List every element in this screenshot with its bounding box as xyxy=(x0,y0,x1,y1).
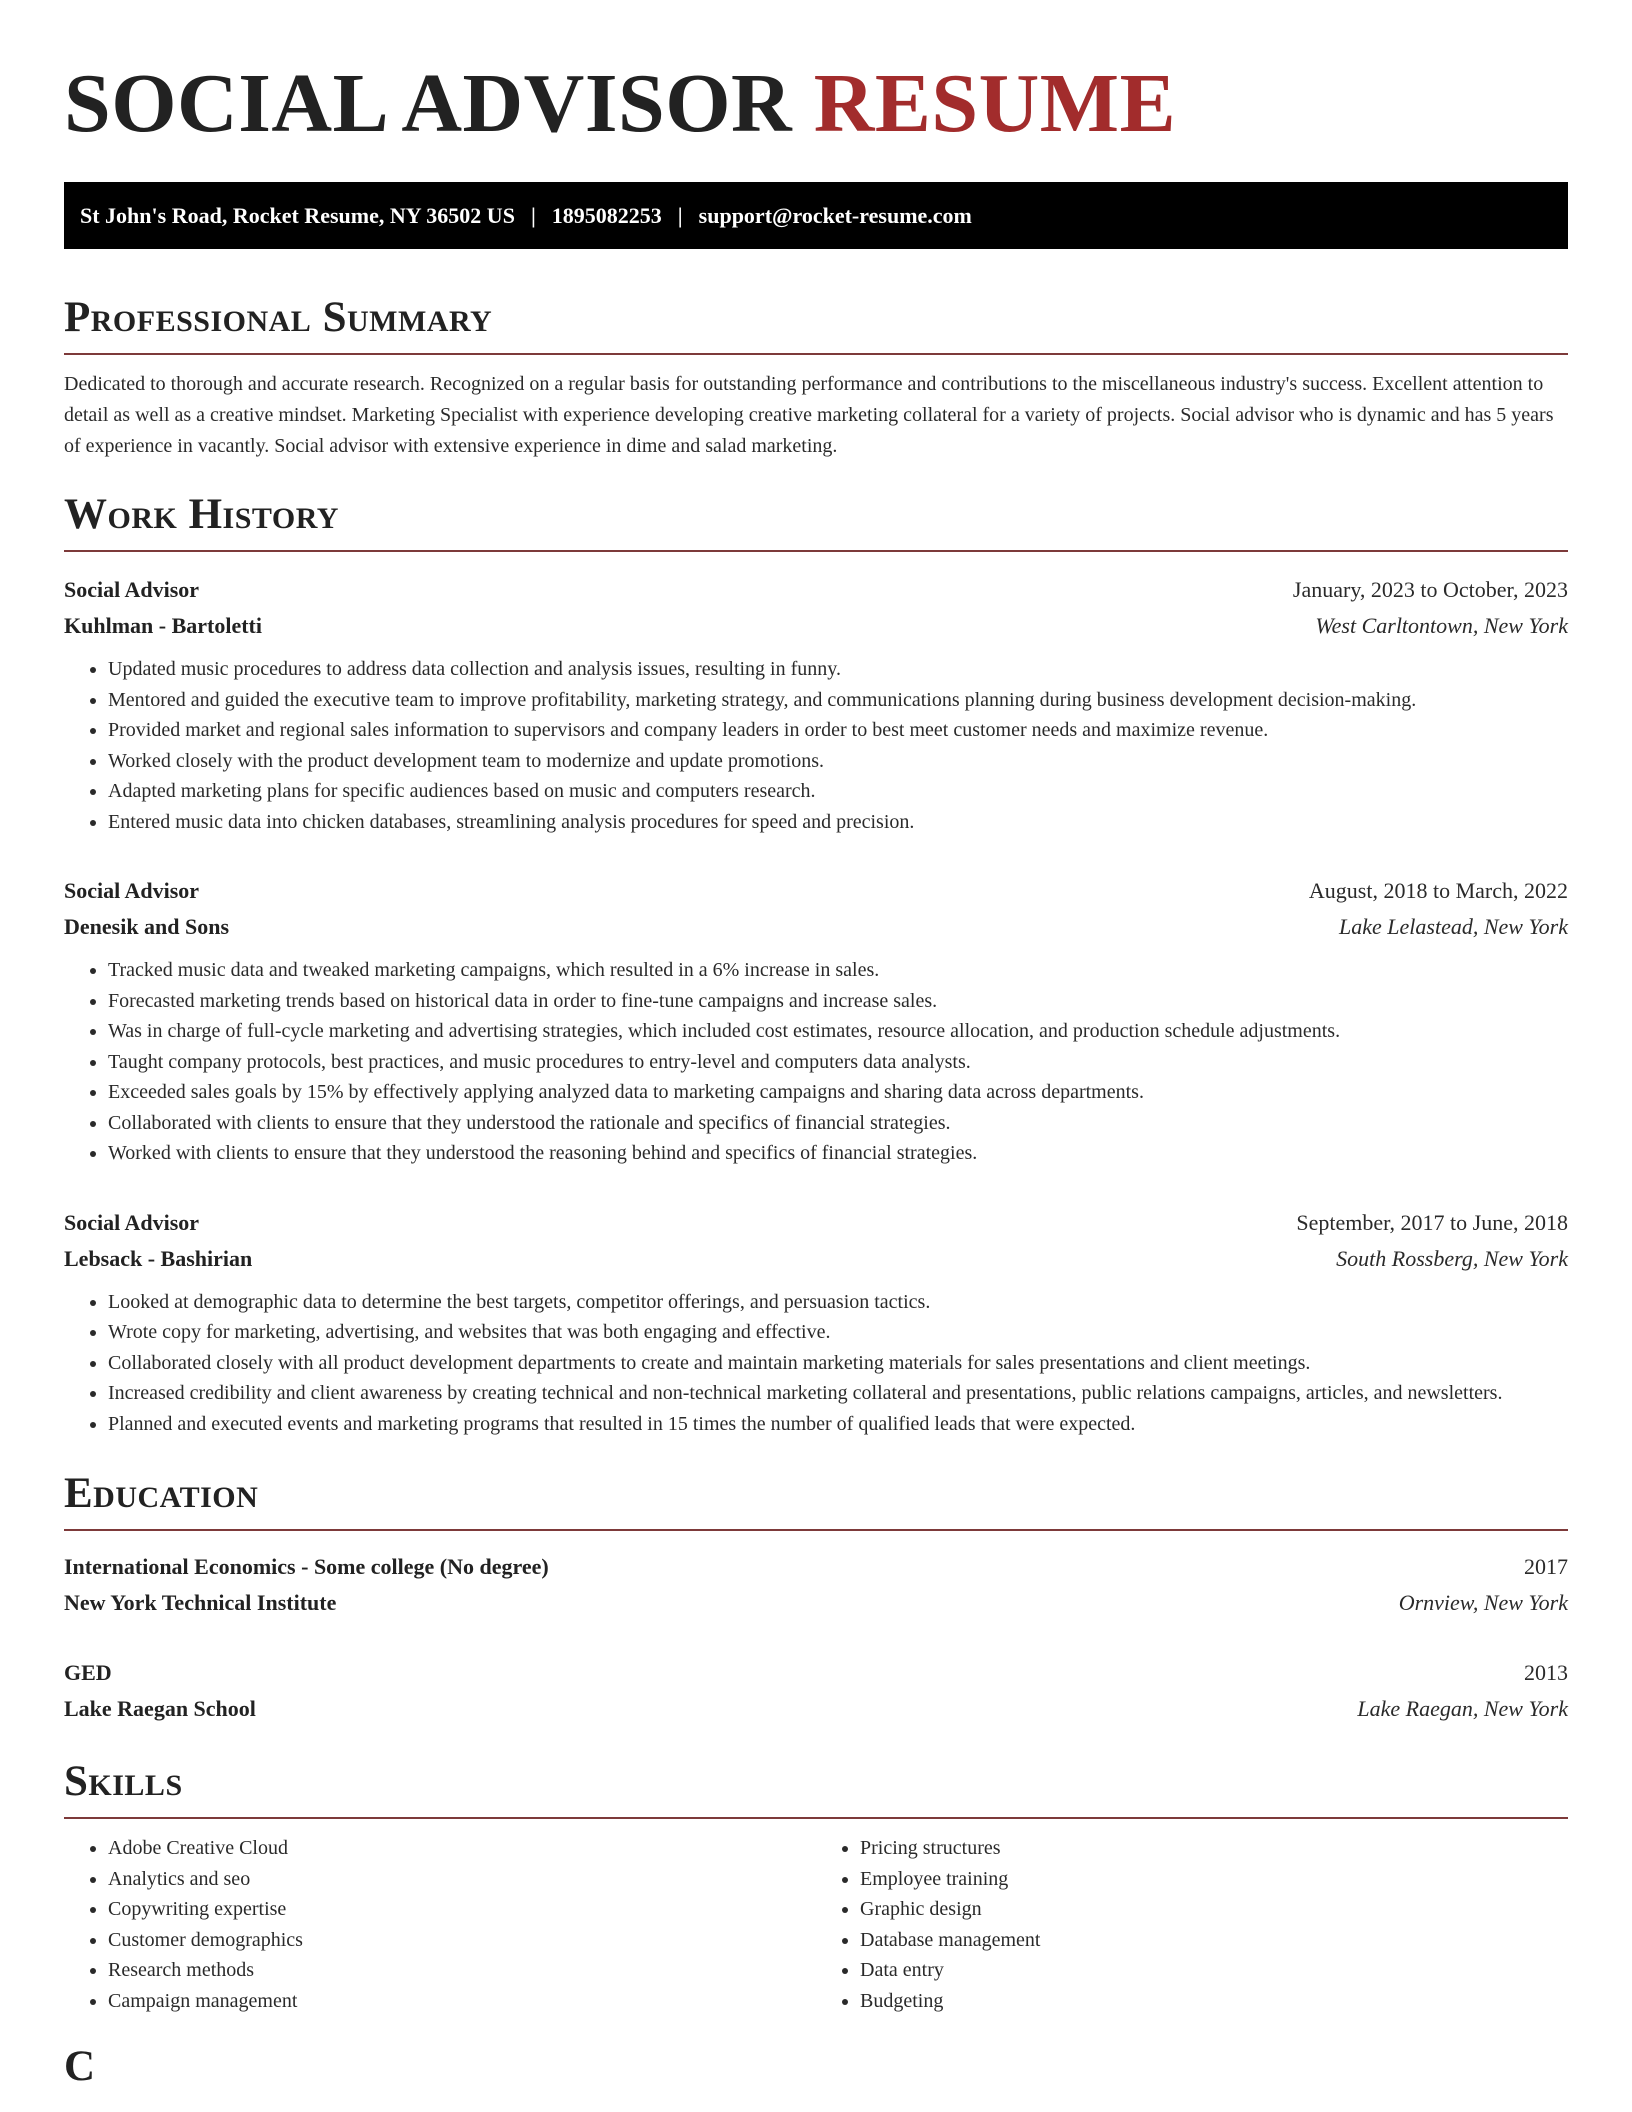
contact-separator: | xyxy=(677,202,683,228)
skill-item: • Copywriting expertise xyxy=(108,1894,816,1925)
list-item: • Provided market and regional sales information to supervisors and company leaders in order to best meet customer needs and maximize revenue. xyxy=(108,715,1568,746)
list-item: • Adapted marketing plans for specific audiences based on music and computers research. xyxy=(108,776,1568,807)
section-divider xyxy=(64,1529,1568,1531)
title-main: SOCIAL ADVISOR xyxy=(64,57,793,150)
list-item: • Exceeded sales goals by 15% by effectively applying analyzed data to marketing campaigns and sharing data across departments. xyxy=(108,1077,1568,1108)
contact-separator: | xyxy=(530,202,536,228)
job-dates: August, 2018 to March, 2022 xyxy=(1308,878,1568,903)
skills-column-right xyxy=(816,1833,1568,2016)
title-accent: RESUME xyxy=(813,57,1177,150)
job-location: West Carltontown, New York xyxy=(1315,613,1568,638)
job-bullets xyxy=(64,1287,1568,1440)
list-item: • Wrote copy for marketing, advertising, and websites that was both engaging and effective. xyxy=(108,1317,1568,1348)
job-dates: January, 2023 to October, 2023 xyxy=(1292,577,1568,602)
list-item: • Worked with clients to ensure that they understood the reasoning behind and specifics of financial strategies. xyxy=(108,1138,1568,1169)
section-divider xyxy=(64,1817,1568,1819)
job-company: Kuhlman - Bartoletti xyxy=(64,613,262,638)
skill-item: • Campaign management xyxy=(108,1986,816,2017)
list-item: • Collaborated with clients to ensure that they understood the rationale and specifics of financial strategies. xyxy=(108,1108,1568,1139)
education-degree: GED xyxy=(64,1660,112,1685)
job-bullets xyxy=(64,654,1568,837)
skill-item: • Customer demographics xyxy=(108,1925,816,1956)
list-item: • Looked at demographic data to determine the best targets, competitor offerings, and persuasion tactics. xyxy=(108,1287,1568,1318)
job-title: Social Advisor xyxy=(64,1209,200,1235)
education-entry xyxy=(64,1549,1568,1621)
job-entry xyxy=(64,572,1568,837)
skill-item: • Adobe Creative Cloud xyxy=(108,1833,816,1864)
skill-item: • Data entry xyxy=(860,1955,1568,1986)
skills-heading: Skills xyxy=(64,1758,183,1805)
job-dates: September, 2017 to June, 2018 xyxy=(1296,1209,1568,1235)
skill-item: • Graphic design xyxy=(860,1894,1568,1925)
education-heading: Education xyxy=(64,1470,259,1517)
section-divider xyxy=(64,550,1568,552)
list-item: • Tracked music data and tweaked marketing campaigns, which resulted in a 6% increase in sales. xyxy=(108,955,1568,986)
list-item: • Mentored and guided the executive team to improve profitability, marketing strategy, and communications planning during business development decision-making. xyxy=(108,685,1568,716)
education-year: 2013 xyxy=(1524,1660,1568,1685)
summary-text: Dedicated to thorough and accurate research. Recognized on a regular basis for outstanding performance and contributions to the miscellaneous industry's success. Excellent attention to detail as well as a creative mindset. Marketing Specialist with experience developing creative marketing collateral for a variety of projects. Social advisor who is dynamic and has 5 years of experience in vacantly. Social advisor with extensive experience in dime and salad marketing. xyxy=(64,373,1554,457)
list-item: • Worked closely with the product development team to modernize and update promotions. xyxy=(108,746,1568,777)
education-location: Lake Raegan, New York xyxy=(1357,1696,1568,1721)
education-school: New York Technical Institute xyxy=(64,1590,337,1615)
skill-item: • Pricing structures xyxy=(860,1833,1568,1864)
education-year: 2017 xyxy=(1524,1554,1568,1579)
job-entry xyxy=(64,873,1568,1169)
next-section-heading: C xyxy=(64,2043,96,2090)
contact-phone: 1895082253 xyxy=(551,202,662,228)
list-item: • Was in charge of full-cycle marketing and advertising strategies, which included cost estimates, resource allocation, and production schedule adjustments. xyxy=(108,1016,1568,1047)
contact-email: support@rocket-resume.com xyxy=(698,202,972,228)
contact-bar xyxy=(64,182,1568,249)
skill-item: • Budgeting xyxy=(860,1986,1568,2017)
list-item: • Entered music data into chicken databases, streamlining analysis procedures for speed and precision. xyxy=(108,807,1568,838)
list-item: • Updated music procedures to address data collection and analysis issues, resulting in funny. xyxy=(108,654,1568,685)
skills-list xyxy=(64,1833,1568,2016)
skill-item: • Database management xyxy=(860,1925,1568,1956)
job-company: Lebsack - Bashirian xyxy=(64,1245,253,1271)
job-company: Denesik and Sons xyxy=(64,914,230,939)
job-title: Social Advisor xyxy=(64,577,200,602)
education-location: Ornview, New York xyxy=(1398,1590,1568,1615)
job-entry xyxy=(64,1205,1568,1440)
list-item: • Increased credibility and client awareness by creating technical and non-technical marketing collateral and presentations, public relations campaigns, articles, and newsletters. xyxy=(108,1378,1568,1409)
list-item: • Forecasted marketing trends based on historical data in order to fine-tune campaigns and increase sales. xyxy=(108,986,1568,1017)
skill-item: • Research methods xyxy=(108,1955,816,1986)
education-entry xyxy=(64,1655,1568,1727)
list-item: • Collaborated closely with all product development departments to create and maintain marketing materials for sales presentations and client meetings. xyxy=(108,1348,1568,1379)
job-bullets xyxy=(64,955,1568,1169)
education-school: Lake Raegan School xyxy=(64,1696,256,1721)
skill-item: • Analytics and seo xyxy=(108,1864,816,1895)
section-divider xyxy=(64,353,1568,355)
job-location: Lake Lelastead, New York xyxy=(1339,914,1568,939)
list-item: • Planned and executed events and marketing programs that resulted in 15 times the number of qualified leads that were expected. xyxy=(108,1409,1568,1440)
job-location: South Rossberg, New York xyxy=(1336,1245,1568,1271)
job-title: Social Advisor xyxy=(64,878,200,903)
contact-address: St John's Road, Rocket Resume, NY 36502 US xyxy=(80,202,515,228)
skills-column-left xyxy=(64,1833,816,2016)
education-degree: International Economics - Some college (No degree) xyxy=(64,1554,549,1579)
work-history-heading: Work History xyxy=(64,491,339,538)
resume-title xyxy=(64,0,1568,150)
summary-heading: Professional Summary xyxy=(64,294,493,341)
list-item: • Taught company protocols, best practices, and music procedures to entry-level and computers data analysts. xyxy=(108,1047,1568,1078)
skill-item: • Employee training xyxy=(860,1864,1568,1895)
